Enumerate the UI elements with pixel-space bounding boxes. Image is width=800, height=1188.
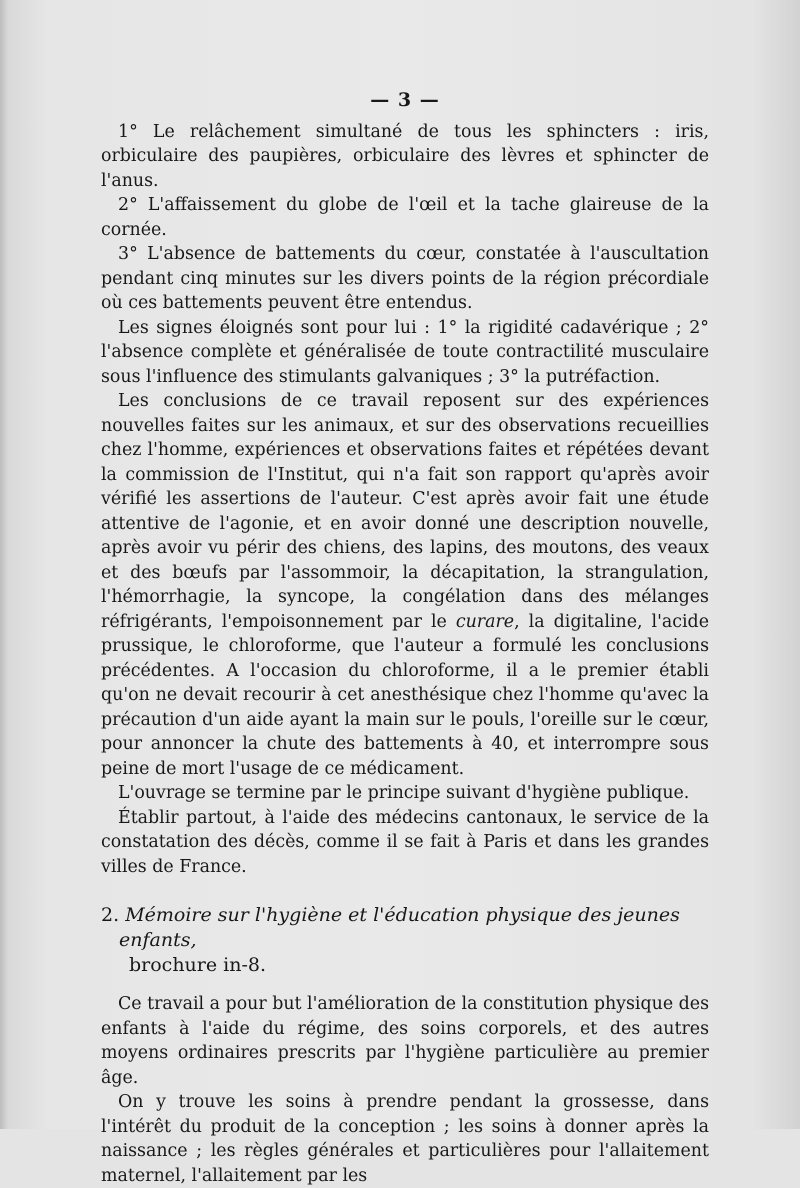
conclusions-text-end: , la digitaline, l'acide prussique, le chloroforme, que l'auteur a formulé les conclusions précédentes. A l'occasion du chloroforme, il a le premier établi qu'on ne devait recourir à cet anesthésique chez l'homme qu'avec la précaution d'un aide ayant la main sur le pouls, l'oreille sur le cœur, pour annoncer la chute des battements à 40, et interrompre sous peine de mort l'usage de ce médicament. (101, 611, 709, 779)
paragraph-death-registration: Établir partout, à l'aide des médecins cantonaux, le service de la constatation des décès, comme il se fait à Paris et dans les grandes villes de France. (101, 807, 709, 877)
paragraph-hygiene-principle: L'ouvrage se termine par le principe suivant d'hygiène publique. (118, 783, 690, 803)
paragraph-purpose: Ce travail a pour but l'amélioration de la constitution physique des enfants à l'aide du régime, des soins corporels, et des autres moyens ordinaires prescrits par l'hygiène particulière au premier âge. (101, 994, 709, 1088)
section-subtitle: brochure in-8. (129, 954, 267, 976)
section-number: 2. (101, 904, 120, 926)
paragraph-sign-2: 2° L'affaissement du globe de l'œil et la tache glaireuse de la cornée. (101, 195, 709, 240)
paragraph-contents: On y trouve les soins à prendre pendant la grossesse, dans l'intérêt du produit de la conception ; les soins à donner après la naissance ; les règles générales et particulières pour l'allaitement maternel, l'allaitement par les (101, 1092, 709, 1186)
paragraph-conclusions (101, 389, 709, 781)
section-title: Mémoire sur l'hygiène et l'éducation physique des jeunes enfants, (119, 904, 680, 951)
paragraph-sign-1: 1° Le relâchement simultané de tous les sphincters : iris, orbiculaire des paupières, orbiculaire des lèvres et sphincter de l'anus. (101, 121, 709, 191)
page-fold-shadow (0, 0, 8, 1129)
paragraph-distant-signs: Les signes éloignés sont pour lui : 1° la rigidité cadavérique ; 2° l'absence complète et généralisée de toute contractilité musculaire sous l'influence des stimulants galvaniques ; 3° la putréfaction. (101, 317, 709, 387)
conclusions-italic-term: curare (455, 611, 515, 632)
section-heading (101, 903, 709, 978)
page-number: — 3 — (370, 89, 440, 111)
paragraph-sign-3: 3° L'absence de battements du cœur, constatée à l'auscultation pendant cinq minutes sur les divers points de la région précordiale où ces battements peuvent être entendus. (101, 244, 709, 313)
conclusions-text-start: Les conclusions de ce travail reposent sur des expériences nouvelles faites sur les animaux, et sur des observations recueillies chez l'homme, expériences et observations faites et répétées devant la commission de l'Institut, qui n'a fait son rapport qu'après avoir vérifié les assertions de l'auteur. C'est après avoir fait une étude attentive de l'agonie, et en avoir donné une description nouvelle, après avoir vu périr des chiens, des lapins, des moutons, des veaux et des bœufs par l'assommoir, la décapitation, la strangulation, l'hémorrhagie, la syncope, la congélation dans des mélanges réfrigérants, l'empoisonnement par le (101, 391, 709, 632)
page-content (101, 88, 709, 1188)
